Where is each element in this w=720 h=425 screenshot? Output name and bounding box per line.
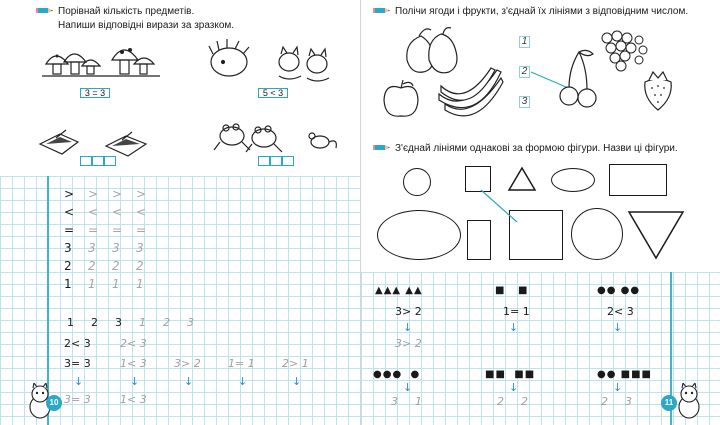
sequence-traced-3: 3: [187, 316, 194, 329]
sign-shown: 2: [64, 259, 72, 273]
strawberry-icon: [641, 70, 675, 112]
task-1-line-2: Напиши відповідні вирази за зразком.: [58, 19, 235, 31]
frogs-answer-boxes[interactable]: [258, 156, 294, 166]
final-traced-2: 1< 3: [120, 393, 147, 406]
page-number: 10: [46, 395, 62, 411]
small-oval-shape[interactable]: [551, 168, 595, 192]
down-arrow-icon: ↓: [403, 321, 413, 334]
answer-box[interactable]: [270, 156, 282, 166]
comparison-traced: 2< 3: [120, 337, 147, 350]
shape-connection-line: [477, 186, 527, 226]
down-arrow-icon: ↓: [403, 381, 413, 394]
task-3-instruction: [373, 142, 713, 156]
grape-icon: [599, 28, 651, 72]
banana-icon: [435, 64, 505, 120]
sign-shown: 3: [64, 241, 72, 255]
sign-traced: 1: [112, 277, 120, 291]
tall-rectangle-shape[interactable]: [467, 220, 491, 260]
sign-traced: 2: [136, 259, 144, 273]
sign-shown: =: [64, 223, 75, 237]
equality-traced-2: 3> 2: [174, 357, 201, 370]
large-oval-shape[interactable]: [377, 210, 461, 260]
square-group-bottom: ■■ ■■: [485, 369, 536, 380]
answer-box[interactable]: [80, 156, 92, 166]
sequence-shown-3: 3: [115, 316, 122, 329]
answer-box[interactable]: [282, 156, 294, 166]
birds-answer-boxes[interactable]: [80, 156, 116, 166]
answer-box[interactable]: [104, 156, 116, 166]
down-triangle-shape[interactable]: [627, 210, 685, 260]
answer-box[interactable]: [92, 156, 104, 166]
apple-icon: [381, 78, 421, 120]
sign-traced: =: [112, 223, 123, 237]
down-arrow-icon: ↓: [184, 375, 194, 388]
group-expression-3: 2< 3: [607, 305, 634, 318]
sign-traced: =: [136, 223, 147, 237]
down-arrow-icon: ↓: [509, 381, 519, 394]
sign-traced: 2: [88, 259, 96, 273]
sign-traced: 3: [136, 241, 144, 255]
right-page: [360, 0, 720, 425]
number-box-1[interactable]: 1: [519, 36, 530, 48]
group-traced-1: 3> 2: [395, 337, 422, 350]
equality-traced-1: 1< 3: [120, 357, 147, 370]
comparison-shown: 2< 3: [64, 337, 91, 350]
down-arrow-icon: ↓: [509, 321, 519, 334]
sign-shown: >: [64, 187, 75, 201]
cherry-icon: [557, 48, 601, 110]
equality-traced-4: 2> 1: [282, 357, 309, 370]
number-box-3[interactable]: 3: [519, 96, 530, 108]
down-arrow-icon: ↓: [74, 375, 84, 388]
sequence-shown-2: 2: [91, 316, 98, 329]
sign-traced: 1: [136, 277, 144, 291]
down-arrow-icon: ↓: [613, 321, 623, 334]
final-traced-1: 3= 3: [64, 393, 91, 406]
sign-traced: >: [112, 187, 123, 201]
mascot-icon: [675, 383, 703, 419]
task-1-line-1: Порівнай кількість предметів.: [58, 6, 195, 17]
pencil-icon: [373, 142, 391, 153]
sign-traced: 2: [112, 259, 120, 273]
bottom-number-3a: 2: [601, 395, 608, 408]
animals-answer: 5 < 3: [258, 88, 288, 98]
answer-box[interactable]: [258, 156, 270, 166]
hedgehog-icon: [205, 38, 345, 84]
sign-shown: <: [64, 205, 75, 219]
practice-grid: [0, 176, 360, 425]
sign-traced: >: [136, 187, 147, 201]
sequence-traced-1: 1: [139, 316, 146, 329]
square-group: ■ ■: [495, 285, 529, 296]
sign-traced: <: [136, 205, 147, 219]
sequence-traced-2: 2: [163, 316, 170, 329]
group-expression-2: 1= 1: [503, 305, 530, 318]
bottom-number-3b: 3: [625, 395, 632, 408]
bottom-number-1a: 3: [391, 395, 398, 408]
task-2-text: Полічи ягоди і фрукти, з'єднай їх лініями з відповідним числом.: [395, 6, 689, 17]
down-arrow-icon: ↓: [613, 381, 623, 394]
equality-traced-3: 1= 1: [228, 357, 255, 370]
sign-traced: =: [88, 223, 99, 237]
sign-traced: <: [88, 205, 99, 219]
equality-shown: 3= 3: [64, 357, 91, 370]
sign-shown: 1: [64, 277, 72, 291]
bottom-number-1b: 1: [415, 395, 422, 408]
circle-group-bottom: ●●● ●: [373, 369, 421, 380]
sequence-shown-1: 1: [67, 316, 74, 329]
sign-traced: >: [88, 187, 99, 201]
group-expression-1: 3> 2: [395, 305, 422, 318]
sign-traced: 3: [112, 241, 120, 255]
triangle-group: ▲▲▲ ▲▲: [375, 285, 423, 296]
down-arrow-icon: ↓: [130, 375, 140, 388]
mushroom-answer-boxes[interactable]: [80, 88, 110, 98]
frog-icon: [212, 116, 342, 158]
page-number: 11: [661, 395, 677, 411]
animals-answer-boxes[interactable]: [258, 88, 288, 98]
mixed-group-bottom: ●● ■■■: [597, 369, 652, 380]
pencil-icon: [36, 5, 54, 16]
mushroom-answer: 3 = 3: [80, 88, 110, 98]
sign-traced: 1: [88, 277, 96, 291]
task-3-text: З'єднай лініями однакові за формою фігури. Назви ці фігури.: [395, 143, 678, 154]
circle-group: ●● ●●: [597, 285, 641, 296]
large-circle-shape[interactable]: [571, 208, 623, 260]
rectangle-shape[interactable]: [609, 164, 667, 196]
bottom-number-2b: 2: [521, 395, 528, 408]
task-1-instruction: [36, 5, 234, 32]
bottom-number-2a: 2: [497, 395, 504, 408]
down-arrow-icon: ↓: [238, 375, 248, 388]
mushroom-icon: [42, 40, 160, 80]
number-box-2[interactable]: 2: [519, 66, 530, 78]
down-arrow-icon: ↓: [292, 375, 302, 388]
small-circle-shape[interactable]: [403, 168, 431, 196]
sign-traced: 3: [88, 241, 96, 255]
pencil-icon: [373, 5, 391, 16]
sign-traced: <: [112, 205, 123, 219]
task-2-instruction: [373, 5, 713, 19]
